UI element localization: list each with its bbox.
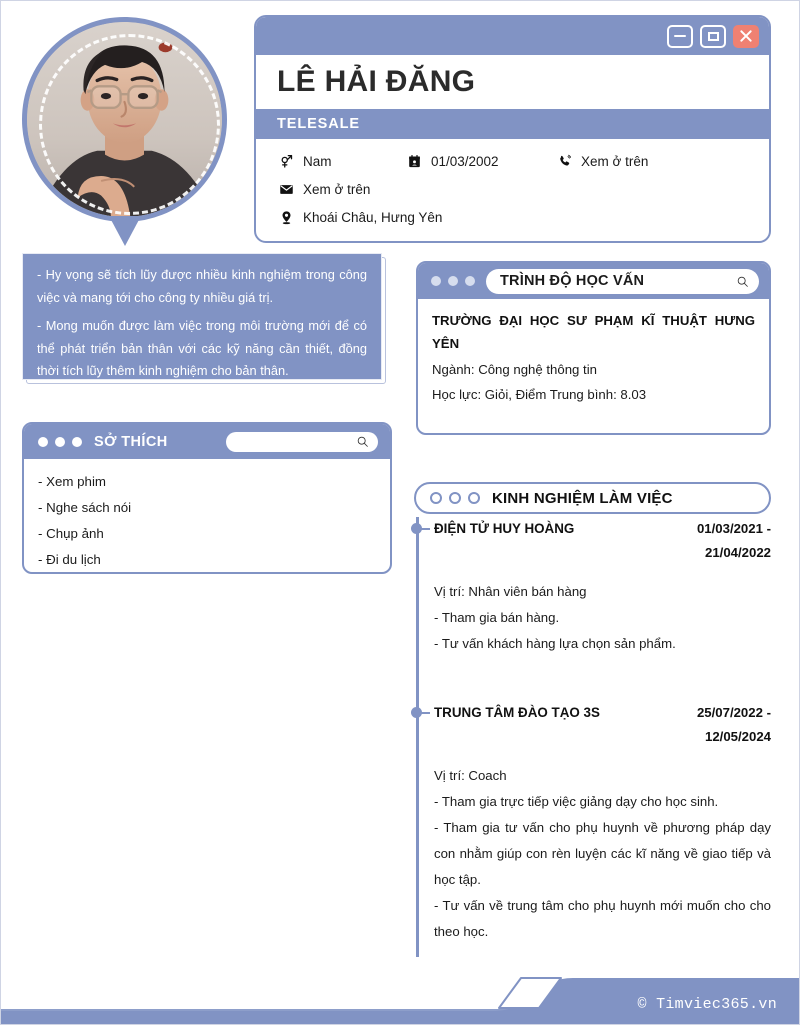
email-value: Xem ở trên (303, 181, 371, 197)
page-title: LÊ HẢI ĐĂNG (277, 65, 476, 98)
experience-item (416, 701, 771, 945)
experience-company: ĐIỆN TỬ HUY HOÀNG (434, 521, 575, 536)
hobbies-title: SỞ THÍCH (94, 433, 168, 450)
objective-box (22, 253, 382, 380)
experience-date: 01/03/2021 - 21/04/2022 (696, 521, 771, 560)
gender-value: Nam (303, 153, 332, 169)
search-icon (356, 435, 369, 448)
experience-position: Vị trí: Coach (434, 768, 507, 783)
job-title: TELESALE (277, 116, 360, 132)
avatar-photo (27, 22, 222, 217)
objective-line-1: - Hy vọng sẽ tích lũy được nhiều kinh nghiệm trong công việc và mang tới cho công ty nhiều giá trị. (37, 267, 367, 305)
header-window (254, 15, 771, 243)
experience-item-body (434, 763, 771, 945)
gender-icon (278, 153, 294, 169)
education-title-pill[interactable] (486, 269, 759, 294)
experience-title: KINH NGHIỆM LÀM VIỆC (492, 489, 673, 507)
education-header (418, 263, 769, 299)
contact-row-1 (278, 153, 769, 169)
close-icon[interactable] (733, 25, 759, 48)
timeline-dot-icon (411, 707, 422, 718)
education-body (418, 299, 769, 407)
window-dots-icon (430, 492, 480, 504)
address-value: Khoái Châu, Hưng Yên (303, 209, 443, 225)
education-title: TRÌNH ĐỘ HỌC VẤN (500, 273, 645, 289)
window-dots-icon (38, 437, 82, 447)
experience-list (416, 517, 771, 945)
experience-item-head (434, 701, 771, 749)
experience-duty: - Tham gia bán hàng. (434, 610, 560, 625)
phone-value: Xem ở trên (581, 153, 649, 169)
window-titlebar (256, 17, 769, 55)
contact-row-3 (278, 209, 769, 225)
contact-gender (278, 153, 406, 169)
contact-info (256, 139, 769, 225)
contact-address (278, 209, 442, 225)
education-card (416, 261, 771, 435)
hobbies-card (22, 422, 392, 574)
education-major: Ngành: Công nghệ thông tin (432, 362, 597, 377)
location-pin-icon (278, 209, 294, 225)
avatar-ring (22, 17, 227, 222)
experience-date: 25/07/2022 - 12/05/2024 (696, 705, 771, 744)
experience-item (416, 517, 771, 657)
footer-credit: © Timviec365.vn (637, 996, 777, 1013)
experience-item-head (434, 517, 771, 565)
contact-email (278, 181, 370, 197)
experience-item-body (434, 579, 771, 657)
education-school: TRƯỜNG ĐẠI HỌC SƯ PHẠM KĨ THUẬT HƯNG YÊN (432, 313, 755, 351)
avatar (22, 17, 227, 242)
phone-icon (556, 153, 572, 169)
dob-value: 01/03/2002 (431, 153, 499, 169)
experience-header (414, 482, 771, 514)
experience-position: Vị trí: Nhân viên bán hàng (434, 584, 587, 599)
hobbies-header (24, 424, 390, 459)
list-item: - Xem phim (38, 474, 106, 489)
experience-duty: - Tham gia tư vấn cho phụ huynh về phương pháp dạy con nhằm giúp con rèn luyện các kĩ năng về giao tiếp và học tập. (434, 820, 771, 887)
minimize-icon[interactable] (667, 25, 693, 48)
education-grade: Học lực: Giỏi, Điểm Trung bình: 8.03 (432, 387, 647, 402)
experience-duty: - Tham gia trực tiếp việc giảng dạy cho học sinh. (434, 794, 719, 809)
window-dots-icon (431, 276, 475, 286)
footer (1, 964, 800, 1024)
role-bar (256, 109, 769, 139)
list-item: - Chụp ảnh (38, 526, 104, 541)
experience-duty: - Tư vấn về trung tâm cho phụ huynh mới muốn cho cho theo học. (434, 898, 771, 939)
contact-row-2 (278, 181, 769, 197)
contact-dob (406, 153, 556, 169)
avatar-pointer (109, 216, 141, 246)
email-icon (278, 181, 294, 197)
timeline-tick-icon (421, 712, 430, 715)
search-icon[interactable] (736, 275, 749, 288)
hobbies-search-input[interactable] (226, 432, 378, 452)
timeline-dot-icon (411, 523, 422, 534)
maximize-icon[interactable] (700, 25, 726, 48)
hobbies-list (24, 459, 390, 573)
name-bar (256, 55, 769, 109)
timeline-tick-icon (421, 528, 430, 531)
experience-company: TRUNG TÂM ĐÀO TẠO 3S (434, 705, 600, 720)
list-item: - Nghe sách nói (38, 500, 132, 515)
list-item: - Đi du lịch (38, 552, 101, 567)
objective-line-2: - Mong muốn được làm việc trong môi trường mới để có thể phát triển bản thân với các kỹ năng cần thiết, đồng thời tích lũy thêm kinh nghiệm cho bản thân. (37, 318, 367, 378)
contact-phone (556, 153, 648, 169)
calendar-icon (406, 153, 422, 169)
experience-duty: - Tư vấn khách hàng lựa chọn sản phẩm. (434, 636, 676, 651)
